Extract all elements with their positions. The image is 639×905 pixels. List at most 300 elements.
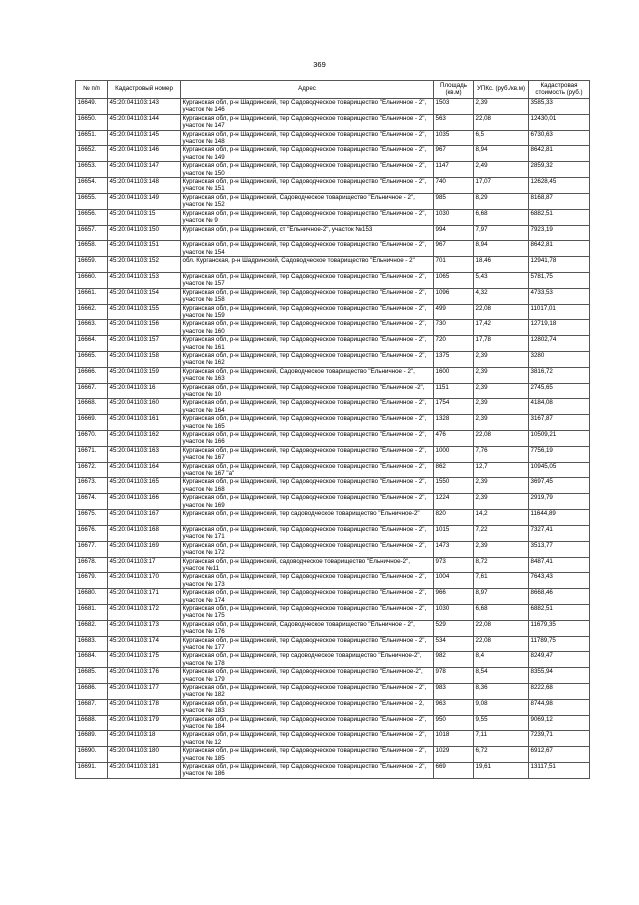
cell-cadastral-number: 45:20:041103:180: [108, 747, 181, 763]
cell-cadastral-number: 45:20:041103:162: [108, 431, 181, 447]
table-row: [76, 699, 590, 715]
cell-num: 16667.: [76, 383, 108, 399]
cell-num: 16666.: [76, 367, 108, 383]
table-row: [76, 510, 590, 526]
cell-cadastral-number: 45:20:041103:147: [108, 162, 181, 178]
table-row: [76, 193, 590, 209]
table-row: [76, 731, 590, 747]
table-row: [76, 162, 590, 178]
cell-address: Курганская обл, р-н Шадринский, садоводческое товарищество "Ельничное-2", участок №11: [181, 557, 434, 573]
table-row: [76, 636, 590, 652]
cell-num: 16653.: [76, 162, 108, 178]
cell-address: Курганская обл, р-н Шадринский, Садоводческое товарищество "Ельничное - 2", участок № 176: [181, 620, 434, 636]
cell-cadastral-number: 45:20:041103:179: [108, 715, 181, 731]
cell-upks: 8,94: [474, 241, 529, 257]
cell-cadastral-number: 45:20:041103:164: [108, 462, 181, 478]
cell-num: 16652.: [76, 146, 108, 162]
table-row: [76, 288, 590, 304]
cell-upks: 8,54: [474, 668, 529, 684]
cell-num: 16689.: [76, 731, 108, 747]
cell-cadastral-value: 2859,32: [529, 162, 590, 178]
table-row: [76, 715, 590, 731]
cell-upks: 6,68: [474, 604, 529, 620]
cell-cadastral-value: 7643,43: [529, 573, 590, 589]
cell-upks: 12,7: [474, 462, 529, 478]
cell-address: Курганская обл, р-н Шадринский, тер Садоводческое товарищество "Ельничное - 2", участок № 157: [181, 272, 434, 288]
cell-cadastral-number: 45:20:041103:15: [108, 209, 181, 225]
cell-upks: 2,39: [474, 494, 529, 510]
cell-upks: 22,08: [474, 431, 529, 447]
cell-upks: 22,08: [474, 304, 529, 320]
cell-area: 1224: [434, 494, 474, 510]
table-row: [76, 604, 590, 620]
cell-area: 950: [434, 715, 474, 731]
cell-cadastral-number: 45:20:041103:18: [108, 731, 181, 747]
cell-upks: 22,08: [474, 620, 529, 636]
table-row: [76, 525, 590, 541]
cell-cadastral-value: 2745,65: [529, 383, 590, 399]
cell-area: 563: [434, 114, 474, 130]
cell-num: 16685.: [76, 668, 108, 684]
cell-area: 1035: [434, 130, 474, 146]
table-row: [76, 241, 590, 257]
cell-num: 16679.: [76, 573, 108, 589]
table-row: [76, 478, 590, 494]
cell-cadastral-value: 13117,51: [529, 763, 590, 779]
cell-cadastral-value: 10945,05: [529, 462, 590, 478]
cell-area: 1015: [434, 525, 474, 541]
cell-area: 476: [434, 431, 474, 447]
cell-cadastral-value: 8668,46: [529, 589, 590, 605]
cell-cadastral-number: 45:20:041103:158: [108, 351, 181, 367]
cell-address: Курганская обл, р-н Шадринский, тер Садоводческое товарищество "Ельничное - 2", участок № 147: [181, 114, 434, 130]
cell-area: 1600: [434, 367, 474, 383]
cell-upks: 6,72: [474, 747, 529, 763]
cell-cadastral-number: 45:20:041103:16: [108, 383, 181, 399]
cell-cadastral-number: 45:20:041103:177: [108, 684, 181, 700]
cell-cadastral-value: 11017,01: [529, 304, 590, 320]
cell-upks: 6,68: [474, 209, 529, 225]
cell-upks: 7,61: [474, 573, 529, 589]
cell-upks: 9,08: [474, 699, 529, 715]
cell-cadastral-number: 45:20:041103:153: [108, 272, 181, 288]
table-row: [76, 178, 590, 194]
cell-cadastral-value: 3697,45: [529, 478, 590, 494]
cell-cadastral-number: 45:20:041103:149: [108, 193, 181, 209]
cell-area: 982: [434, 652, 474, 668]
cell-area: 966: [434, 589, 474, 605]
cell-area: 1754: [434, 399, 474, 415]
cell-num: 16681.: [76, 604, 108, 620]
cell-num: 16682.: [76, 620, 108, 636]
cell-address: Курганская обл, р-н Шадринский, тер Садоводческое товарищество "Ельничное - 2", участок № 160: [181, 320, 434, 336]
cell-address: обл. Курганская, р-н Шадринский, Садоводческое товарищество "Ельничное - 2": [181, 257, 434, 273]
cell-area: 994: [434, 225, 474, 241]
cell-upks: 18,46: [474, 257, 529, 273]
table-row: [76, 462, 590, 478]
cell-num: 16673.: [76, 478, 108, 494]
cell-upks: 8,94: [474, 146, 529, 162]
table-row: [76, 257, 590, 273]
table-row: [76, 146, 590, 162]
cell-address: Курганская обл, р-н Шадринский, тер Садоводческое товарищество "Ельничное - 2", участок № 150: [181, 162, 434, 178]
cell-upks: 17,07: [474, 178, 529, 194]
cell-address: Курганская обл, р-н Шадринский, тер Садоводческое товарищество "Ельничное - 2", участок № 159: [181, 304, 434, 320]
cell-cadastral-number: 45:20:041103:171: [108, 589, 181, 605]
cell-address: Курганская обл, р-н Шадринский, тер Садоводческое товарищество "Ельничное - 2", участок № 154: [181, 241, 434, 257]
cell-cadastral-value: 12719,18: [529, 320, 590, 336]
cell-num: 16655.: [76, 193, 108, 209]
cell-cadastral-number: 45:20:041103:160: [108, 399, 181, 415]
cell-cadastral-number: 45:20:041103:168: [108, 525, 181, 541]
table-row: [76, 225, 590, 241]
cell-num: 16657.: [76, 225, 108, 241]
cell-num: 16686.: [76, 684, 108, 700]
cell-upks: 6,5: [474, 130, 529, 146]
cell-area: 973: [434, 557, 474, 573]
table-row: [76, 114, 590, 130]
cell-address: Курганская обл, р-н Шадринский, тер Садоводческое товарищество "Ельничное - 2", участок № 171: [181, 525, 434, 541]
cell-upks: 2,39: [474, 99, 529, 115]
cell-area: 720: [434, 336, 474, 352]
cell-cadastral-number: 45:20:041103:181: [108, 763, 181, 779]
cell-address: Курганская обл, р-н Шадринский, тер Садоводческое товарищество "Ельничное - 2", участок № 172: [181, 541, 434, 557]
cell-cadastral-number: 45:20:041103:178: [108, 699, 181, 715]
cell-upks: 8,29: [474, 193, 529, 209]
cell-upks: 2,39: [474, 415, 529, 431]
table-row: [76, 399, 590, 415]
cell-cadastral-number: 45:20:041103:156: [108, 320, 181, 336]
cell-cadastral-value: 3585,33: [529, 99, 590, 115]
cell-area: 1473: [434, 541, 474, 557]
header-num: № п/п: [76, 81, 108, 99]
cell-address: Курганская обл, р-н Шадринский, тер Садоводческое товарищество "Ельничное - 2", участок № 149: [181, 146, 434, 162]
cell-address: Курганская обл, р-н Шадринский, тер Садоводческое товарищество "Ельничное - 2", участок № 168: [181, 478, 434, 494]
cell-address: Курганская обл, р-н Шадринский, тер Садоводческое товарищество "Ельничное - 2", участок № 158: [181, 288, 434, 304]
table-row: [76, 415, 590, 431]
cell-cadastral-value: 8168,87: [529, 193, 590, 209]
cell-cadastral-number: 45:20:041103:173: [108, 620, 181, 636]
cell-address: Курганская обл, р-н Шадринский, ст "Ельничное-2", участок №153: [181, 225, 434, 241]
cell-num: 16661.: [76, 288, 108, 304]
cell-upks: 8,97: [474, 589, 529, 605]
table-row: [76, 684, 590, 700]
cell-cadastral-value: 12628,45: [529, 178, 590, 194]
cell-cadastral-number: 45:20:041103:161: [108, 415, 181, 431]
cell-address: Курганская обл, р-н Шадринский, тер Садоводческое товарищество "Ельничное - 2", участок № 167: [181, 446, 434, 462]
table-row: [76, 367, 590, 383]
cell-cadastral-value: 8642,81: [529, 146, 590, 162]
cell-cadastral-value: 12430,01: [529, 114, 590, 130]
cell-cadastral-value: 7239,71: [529, 731, 590, 747]
cell-num: 16649.: [76, 99, 108, 115]
cell-cadastral-value: 11679,35: [529, 620, 590, 636]
header-cadastral-number: Кадастровый номер: [108, 81, 181, 99]
cell-address: Курганская обл, р-н Шадринский, тер Садоводческое товарищество "Ельничное - 2", участок № 148: [181, 130, 434, 146]
table-header-row: [76, 81, 590, 99]
cell-cadastral-value: 5781,75: [529, 272, 590, 288]
cell-area: 820: [434, 510, 474, 526]
cell-upks: 2,39: [474, 351, 529, 367]
cell-num: 16691.: [76, 763, 108, 779]
cell-area: 1375: [434, 351, 474, 367]
cell-num: 16671.: [76, 446, 108, 462]
cell-num: 16690.: [76, 747, 108, 763]
cell-num: 16656.: [76, 209, 108, 225]
cell-area: 534: [434, 636, 474, 652]
cell-address: Курганская обл, р-н Шадринский, тер Садоводческое товарищество "Ельничное - 2", участок № 164: [181, 399, 434, 415]
cell-area: 1000: [434, 446, 474, 462]
cell-address: Курганская обл, р-н Шадринский, тер Садоводческое товарищество "Ельничное - 2", участок № 185: [181, 747, 434, 763]
cell-cadastral-value: 3816,72: [529, 367, 590, 383]
cell-num: 16684.: [76, 652, 108, 668]
cell-area: 1029: [434, 747, 474, 763]
table-row: [76, 446, 590, 462]
table-row: [76, 589, 590, 605]
cell-cadastral-value: 11789,75: [529, 636, 590, 652]
cell-cadastral-value: 2919,79: [529, 494, 590, 510]
cell-num: 16670.: [76, 431, 108, 447]
cell-upks: 7,11: [474, 731, 529, 747]
cell-upks: 4,32: [474, 288, 529, 304]
cell-area: 983: [434, 684, 474, 700]
table-row: [76, 431, 590, 447]
header-area: Площадь (кв.м): [434, 81, 474, 99]
cell-cadastral-value: 9069,12: [529, 715, 590, 731]
cell-area: 985: [434, 193, 474, 209]
cell-cadastral-value: 7756,19: [529, 446, 590, 462]
cell-cadastral-number: 45:20:041103:144: [108, 114, 181, 130]
cell-num: 16688.: [76, 715, 108, 731]
cell-cadastral-number: 45:20:041103:166: [108, 494, 181, 510]
table-row: [76, 99, 590, 115]
cell-address: Курганская обл, р-н Шадринский, тер Садоводческое товарищество "Ельничное - 2", участок № 169: [181, 494, 434, 510]
cell-cadastral-number: 45:20:041103:150: [108, 225, 181, 241]
cell-num: 16651.: [76, 130, 108, 146]
cell-address: Курганская обл, р-н Шадринский, тер Садоводческое товарищество "Ельничное - 2", участок № 184: [181, 715, 434, 731]
cell-cadastral-value: 11644,89: [529, 510, 590, 526]
cell-address: Курганская обл, р-н Шадринский, тер Садоводческое товарищество "Ельничное - 2", участок № 146: [181, 99, 434, 115]
cell-cadastral-value: 12802,74: [529, 336, 590, 352]
cell-cadastral-number: 45:20:041103:148: [108, 178, 181, 194]
cell-cadastral-number: 45:20:041103:175: [108, 652, 181, 668]
header-cadastral-value: Кадастровая стоимость (руб.): [529, 81, 590, 99]
cell-address: Курганская обл, р-н Шадринский, тер Садоводческое товарищество "Ельничное - 2", участок № 9: [181, 209, 434, 225]
cell-area: 1550: [434, 478, 474, 494]
cell-address: Курганская обл, р-н Шадринский, Садоводческое товарищество "Ельничное - 2", участок № 152: [181, 193, 434, 209]
cell-area: 499: [434, 304, 474, 320]
cell-cadastral-number: 45:20:041103:176: [108, 668, 181, 684]
cell-area: 1004: [434, 573, 474, 589]
cell-address: Курганская обл, р-н Шадринский, тер Садоводческое товарищество "Ельничное - 2", участок № 177: [181, 636, 434, 652]
cell-cadastral-value: 6882,51: [529, 209, 590, 225]
table-body: [76, 99, 590, 779]
cell-cadastral-number: 45:20:041103:146: [108, 146, 181, 162]
table-row: [76, 130, 590, 146]
cell-upks: 7,76: [474, 446, 529, 462]
table-row: [76, 494, 590, 510]
cell-num: 16663.: [76, 320, 108, 336]
cell-num: 16662.: [76, 304, 108, 320]
cell-num: 16660.: [76, 272, 108, 288]
cell-address: Курганская обл, р-н Шадринский, тер Садоводческое товарищество "Ельничное - 2", участок № 175: [181, 604, 434, 620]
table-row: [76, 541, 590, 557]
cell-upks: 5,43: [474, 272, 529, 288]
cell-num: 16650.: [76, 114, 108, 130]
cell-address: Курганская обл, р-н Шадринский, тер Садоводческое товарищество "Ельничное - 2", участок № 173: [181, 573, 434, 589]
cell-num: 16678.: [76, 557, 108, 573]
table-row: [76, 747, 590, 763]
cell-address: Курганская обл, р-н Шадринский, тер Садоводческое товарищество "Ельничное - 2", участок № 162: [181, 351, 434, 367]
table-row: [76, 383, 590, 399]
cell-cadastral-number: 45:20:041103:143: [108, 99, 181, 115]
cell-cadastral-value: 7923,19: [529, 225, 590, 241]
cell-num: 16672.: [76, 462, 108, 478]
cell-area: 963: [434, 699, 474, 715]
cell-area: 862: [434, 462, 474, 478]
cell-upks: 2,39: [474, 478, 529, 494]
cell-area: 1030: [434, 209, 474, 225]
cell-num: 16676.: [76, 525, 108, 541]
cell-num: 16687.: [76, 699, 108, 715]
cell-cadastral-value: 8744,98: [529, 699, 590, 715]
cell-upks: 2,49: [474, 162, 529, 178]
cell-address: Курганская обл, р-н Шадринский, тер садоводческое товарищество "Ельничное-2": [181, 510, 434, 526]
cell-upks: 2,39: [474, 541, 529, 557]
cell-area: 978: [434, 668, 474, 684]
cell-area: 701: [434, 257, 474, 273]
cell-cadastral-number: 45:20:041103:169: [108, 541, 181, 557]
cell-cadastral-value: 6912,67: [529, 747, 590, 763]
cell-cadastral-number: 45:20:041103:152: [108, 257, 181, 273]
cell-cadastral-number: 45:20:041103:170: [108, 573, 181, 589]
cell-cadastral-value: 6882,51: [529, 604, 590, 620]
cell-address: Курганская обл, р-н Шадринский, тер Садоводческое товарищество "Ельничное - 2", участок № 161: [181, 336, 434, 352]
header-upks: УПКс. (руб./кв.м): [474, 81, 529, 99]
cell-cadastral-value: 3280: [529, 351, 590, 367]
cell-area: 669: [434, 763, 474, 779]
cell-cadastral-number: 45:20:041103:155: [108, 304, 181, 320]
cell-area: 1147: [434, 162, 474, 178]
table-row: [76, 304, 590, 320]
cell-num: 16659.: [76, 257, 108, 273]
table-row: [76, 351, 590, 367]
cell-cadastral-value: 4733,53: [529, 288, 590, 304]
cadastral-value-table: [75, 80, 590, 779]
cell-area: 967: [434, 146, 474, 162]
cell-num: 16677.: [76, 541, 108, 557]
cell-upks: 9,55: [474, 715, 529, 731]
cell-address: Курганская обл, р-н Шадринский, тер Садоводческое товарищество "Ельничное-2", участок № 179: [181, 668, 434, 684]
cell-upks: 8,4: [474, 652, 529, 668]
cell-cadastral-number: 45:20:041103:145: [108, 130, 181, 146]
cell-address: Курганская обл, р-н Шадринский, тер Садоводческое товарищество "Ельничное - 2", участок № 174: [181, 589, 434, 605]
page-number: 369: [313, 60, 326, 69]
cell-cadastral-number: 45:20:041103:174: [108, 636, 181, 652]
cell-area: 730: [434, 320, 474, 336]
cell-cadastral-number: 45:20:041103:157: [108, 336, 181, 352]
cell-upks: 2,39: [474, 383, 529, 399]
cell-upks: 8,72: [474, 557, 529, 573]
table-row: [76, 336, 590, 352]
cell-cadastral-value: 4184,08: [529, 399, 590, 415]
cell-upks: 17,42: [474, 320, 529, 336]
cell-cadastral-number: 45:20:041103:151: [108, 241, 181, 257]
cell-num: 16668.: [76, 399, 108, 415]
cell-upks: 2,39: [474, 367, 529, 383]
cell-address: Курганская обл, р-н Шадринский, Садоводческое товарищество "Ельничное - 2", участок № 163: [181, 367, 434, 383]
header-address: Адрес: [181, 81, 434, 99]
cell-area: 967: [434, 241, 474, 257]
cell-address: Курганская обл, р-н Шадринский, тер Садоводческое товарищество "Ельничное - 2", участок № 151: [181, 178, 434, 194]
cell-area: 740: [434, 178, 474, 194]
cell-cadastral-value: 8355,94: [529, 668, 590, 684]
cell-cadastral-number: 45:20:041103:17: [108, 557, 181, 573]
cell-num: 16658.: [76, 241, 108, 257]
cell-address: Курганская обл, р-н Шадринский, тер Садоводческое товарищество "Ельничное - 2, участок № 183: [181, 699, 434, 715]
cell-area: 1065: [434, 272, 474, 288]
table-row: [76, 668, 590, 684]
cell-num: 16654.: [76, 178, 108, 194]
cell-num: 16683.: [76, 636, 108, 652]
cell-cadastral-value: 3513,77: [529, 541, 590, 557]
table-row: [76, 272, 590, 288]
cell-cadastral-value: 3167,87: [529, 415, 590, 431]
cell-cadastral-number: 45:20:041103:154: [108, 288, 181, 304]
table-row: [76, 209, 590, 225]
table-row: [76, 557, 590, 573]
cell-address: Курганская обл, р-н Шадринский, тер Садоводческое товарищество "Ельничное - 2", участок № 186: [181, 763, 434, 779]
cell-cadastral-value: 8249,47: [529, 652, 590, 668]
cell-area: 529: [434, 620, 474, 636]
cell-cadastral-number: 45:20:041103:167: [108, 510, 181, 526]
cell-cadastral-number: 45:20:041103:165: [108, 478, 181, 494]
cell-cadastral-value: 6730,63: [529, 130, 590, 146]
cell-num: 16669.: [76, 415, 108, 431]
cell-upks: 22,08: [474, 114, 529, 130]
cell-cadastral-number: 45:20:041103:172: [108, 604, 181, 620]
cell-cadastral-value: 8642,81: [529, 241, 590, 257]
cell-address: Курганская обл, р-н Шадринский, тер Садоводческое товарищество "Ельничное - 2", участок № 166: [181, 431, 434, 447]
cell-num: 16665.: [76, 351, 108, 367]
cell-area: 1503: [434, 99, 474, 115]
cell-address: Курганская обл, р-н Шадринский, тер садоводческое товарищество "Ельничное-2", участок № 178: [181, 652, 434, 668]
cell-address: Курганская обл, р-н Шадринский, тер Садоводческое товарищество "Ельничное - 2", участок № 12: [181, 731, 434, 747]
table-row: [76, 620, 590, 636]
cell-address: Курганская обл, р-н Шадринский, тер Садоводческое товарищество "Ельничное - 2", участок № 165: [181, 415, 434, 431]
cell-area: 1030: [434, 604, 474, 620]
cell-upks: 8,36: [474, 684, 529, 700]
cell-upks: 14,2: [474, 510, 529, 526]
table-row: [76, 320, 590, 336]
cell-cadastral-value: 8487,41: [529, 557, 590, 573]
cell-cadastral-number: 45:20:041103:163: [108, 446, 181, 462]
cell-area: 1096: [434, 288, 474, 304]
cell-num: 16674.: [76, 494, 108, 510]
cell-area: 1018: [434, 731, 474, 747]
cell-upks: 7,22: [474, 525, 529, 541]
cell-upks: 17,78: [474, 336, 529, 352]
cell-upks: 2,39: [474, 399, 529, 415]
cell-address: Курганская обл, р-н Шадринский, тер Садоводческое товарищество "Ельничное -2", участок № 10: [181, 383, 434, 399]
table-row: [76, 573, 590, 589]
cell-upks: 22,08: [474, 636, 529, 652]
cell-upks: 7,97: [474, 225, 529, 241]
cell-address: Курганская обл, р-н Шадринский, тер Садоводческое товарищество "Ельничное - 2", участок № 182: [181, 684, 434, 700]
cell-upks: 19,61: [474, 763, 529, 779]
cell-area: 1151: [434, 383, 474, 399]
cell-cadastral-value: 7327,41: [529, 525, 590, 541]
